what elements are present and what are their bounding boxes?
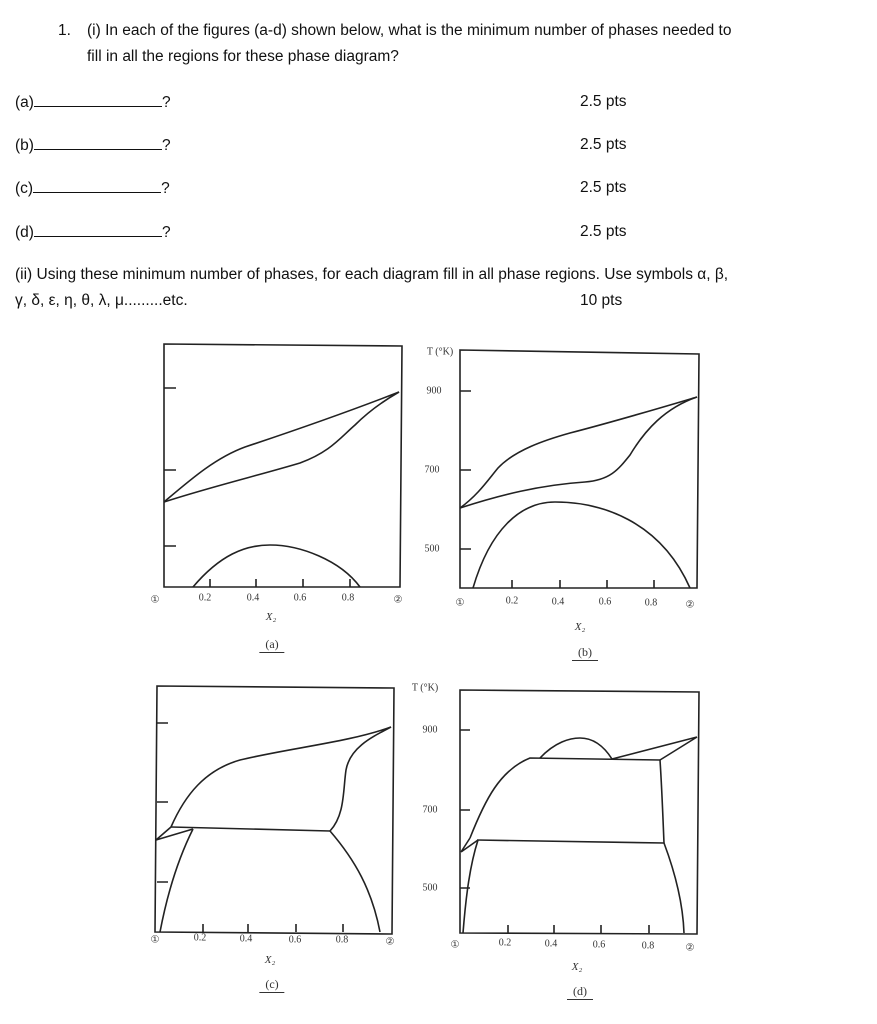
y-ticks-c — [157, 723, 168, 882]
y-tick-label: 900 — [426, 385, 442, 397]
x-tick-label: 0.8 — [644, 597, 658, 609]
x-ticks-c — [203, 924, 343, 932]
solidus-a — [164, 392, 399, 502]
solidus-b — [460, 397, 697, 508]
liquidus-right-d — [612, 737, 697, 760]
caption-b: (b) — [572, 645, 598, 661]
question-part-ii-line2: γ, δ, ε, η, θ, λ, μ.........etc. — [15, 292, 188, 309]
x-tick-label: 0.4 — [246, 592, 260, 604]
miscibility-dome-b — [473, 502, 690, 588]
component-1-label: ① — [150, 934, 160, 946]
component-2-label: ② — [685, 599, 695, 611]
x-tick-label: 0.4 — [239, 933, 253, 945]
x-axis-label: X₂ — [264, 954, 276, 966]
x-tick-label: 0.2 — [193, 932, 207, 944]
answer-suffix: ? — [161, 224, 171, 241]
dome-d — [540, 738, 612, 759]
answer-suffix: ? — [161, 180, 170, 197]
solvus-left-d — [463, 840, 478, 933]
miscibility-dome-a — [193, 545, 360, 587]
answer-points: 2.5 pts — [580, 136, 627, 153]
answer-points: 2.5 pts — [580, 93, 627, 110]
x-tick-label: 0.8 — [335, 934, 349, 946]
answer-points: 2.5 pts — [580, 223, 627, 240]
liquidus-left-d — [470, 758, 660, 838]
answer-points: 2.5 pts — [580, 179, 627, 196]
phase-diagram-d — [460, 690, 699, 934]
caption-c: (c) — [259, 977, 284, 993]
answer-label: (b) — [15, 137, 34, 154]
caption-a: (a) — [259, 637, 284, 653]
y-ticks-a — [164, 388, 176, 546]
x-axis-label: X₂ — [574, 621, 586, 633]
x-tick-label: 0.2 — [198, 592, 212, 604]
eutectic-line-d — [477, 840, 664, 843]
liquidus-a — [164, 392, 399, 502]
answer-label: (a) — [15, 94, 34, 111]
answer-label: (c) — [15, 180, 34, 197]
lens-c — [156, 827, 193, 840]
question-part-ii: (ii) Using these minimum number of phases, for each diagram fill in all phase regions. Use symbols α, β, — [15, 266, 729, 283]
x-tick-label: 0.6 — [293, 592, 307, 604]
liquidus-b — [460, 397, 697, 508]
component-2-label: ② — [685, 942, 695, 954]
x-axis-label: X₂ — [265, 611, 277, 623]
y-axis-label: T (°K) — [411, 682, 439, 694]
x-tick-label: 0.2 — [498, 937, 512, 949]
x-tick-label: 0.6 — [592, 939, 606, 951]
x-tick-label: 0.4 — [544, 938, 558, 950]
question-part-i-line2: fill in all the regions for these phase diagram? — [87, 48, 399, 65]
x-axis-label: X₂ — [571, 961, 583, 973]
phase-diagram-b — [460, 350, 699, 588]
liquidus-left-c — [171, 727, 391, 827]
y-ticks-b — [460, 391, 471, 549]
frame-c — [155, 686, 394, 934]
answer-label: (d) — [15, 224, 34, 241]
phase-diagram-a — [164, 344, 402, 587]
y-axis-label: T (°K) — [426, 346, 454, 358]
question-number: 1. — [58, 22, 71, 39]
eutectic-line-c — [171, 827, 330, 831]
question-part-i: (i) In each of the figures (a-d) shown below, what is the minimum number of phases needed to — [87, 22, 732, 39]
y-tick-label: 700 — [424, 464, 440, 476]
y-tick-label: 500 — [424, 543, 440, 555]
component-1-label: ① — [450, 939, 460, 951]
answer-suffix: ? — [161, 94, 171, 111]
component-2-label: ② — [393, 594, 403, 606]
caption-d: (d) — [567, 984, 593, 1000]
x-tick-label: 0.6 — [598, 596, 612, 608]
phase-diagram-c — [155, 686, 394, 934]
y-ticks-d — [460, 730, 470, 888]
liquidus-right-c — [330, 727, 391, 831]
component-1-label: ① — [150, 594, 160, 606]
solvus-left-c — [160, 829, 193, 932]
x-tick-label: 0.4 — [551, 596, 565, 608]
frame-b — [460, 350, 699, 588]
y-tick-label: 700 — [422, 804, 438, 816]
x-ticks-a — [210, 579, 350, 587]
x-tick-label: 0.8 — [641, 940, 655, 952]
component-2-label: ② — [385, 936, 395, 948]
x-tick-label: 0.6 — [288, 934, 302, 946]
y-tick-label: 500 — [422, 882, 438, 894]
x-ticks-b — [512, 580, 654, 588]
x-tick-label: 0.8 — [341, 592, 355, 604]
x-tick-label: 0.2 — [505, 595, 519, 607]
peritectic-wall-d — [660, 760, 664, 843]
solvus-right-c — [330, 831, 380, 932]
solvus-right-d — [664, 843, 684, 933]
answer-suffix: ? — [161, 137, 171, 154]
x-ticks-d — [508, 925, 649, 933]
component-1-label: ① — [455, 597, 465, 609]
frame-a — [164, 344, 402, 587]
part-ii-points: 10 pts — [580, 292, 623, 309]
y-tick-label: 900 — [422, 724, 438, 736]
